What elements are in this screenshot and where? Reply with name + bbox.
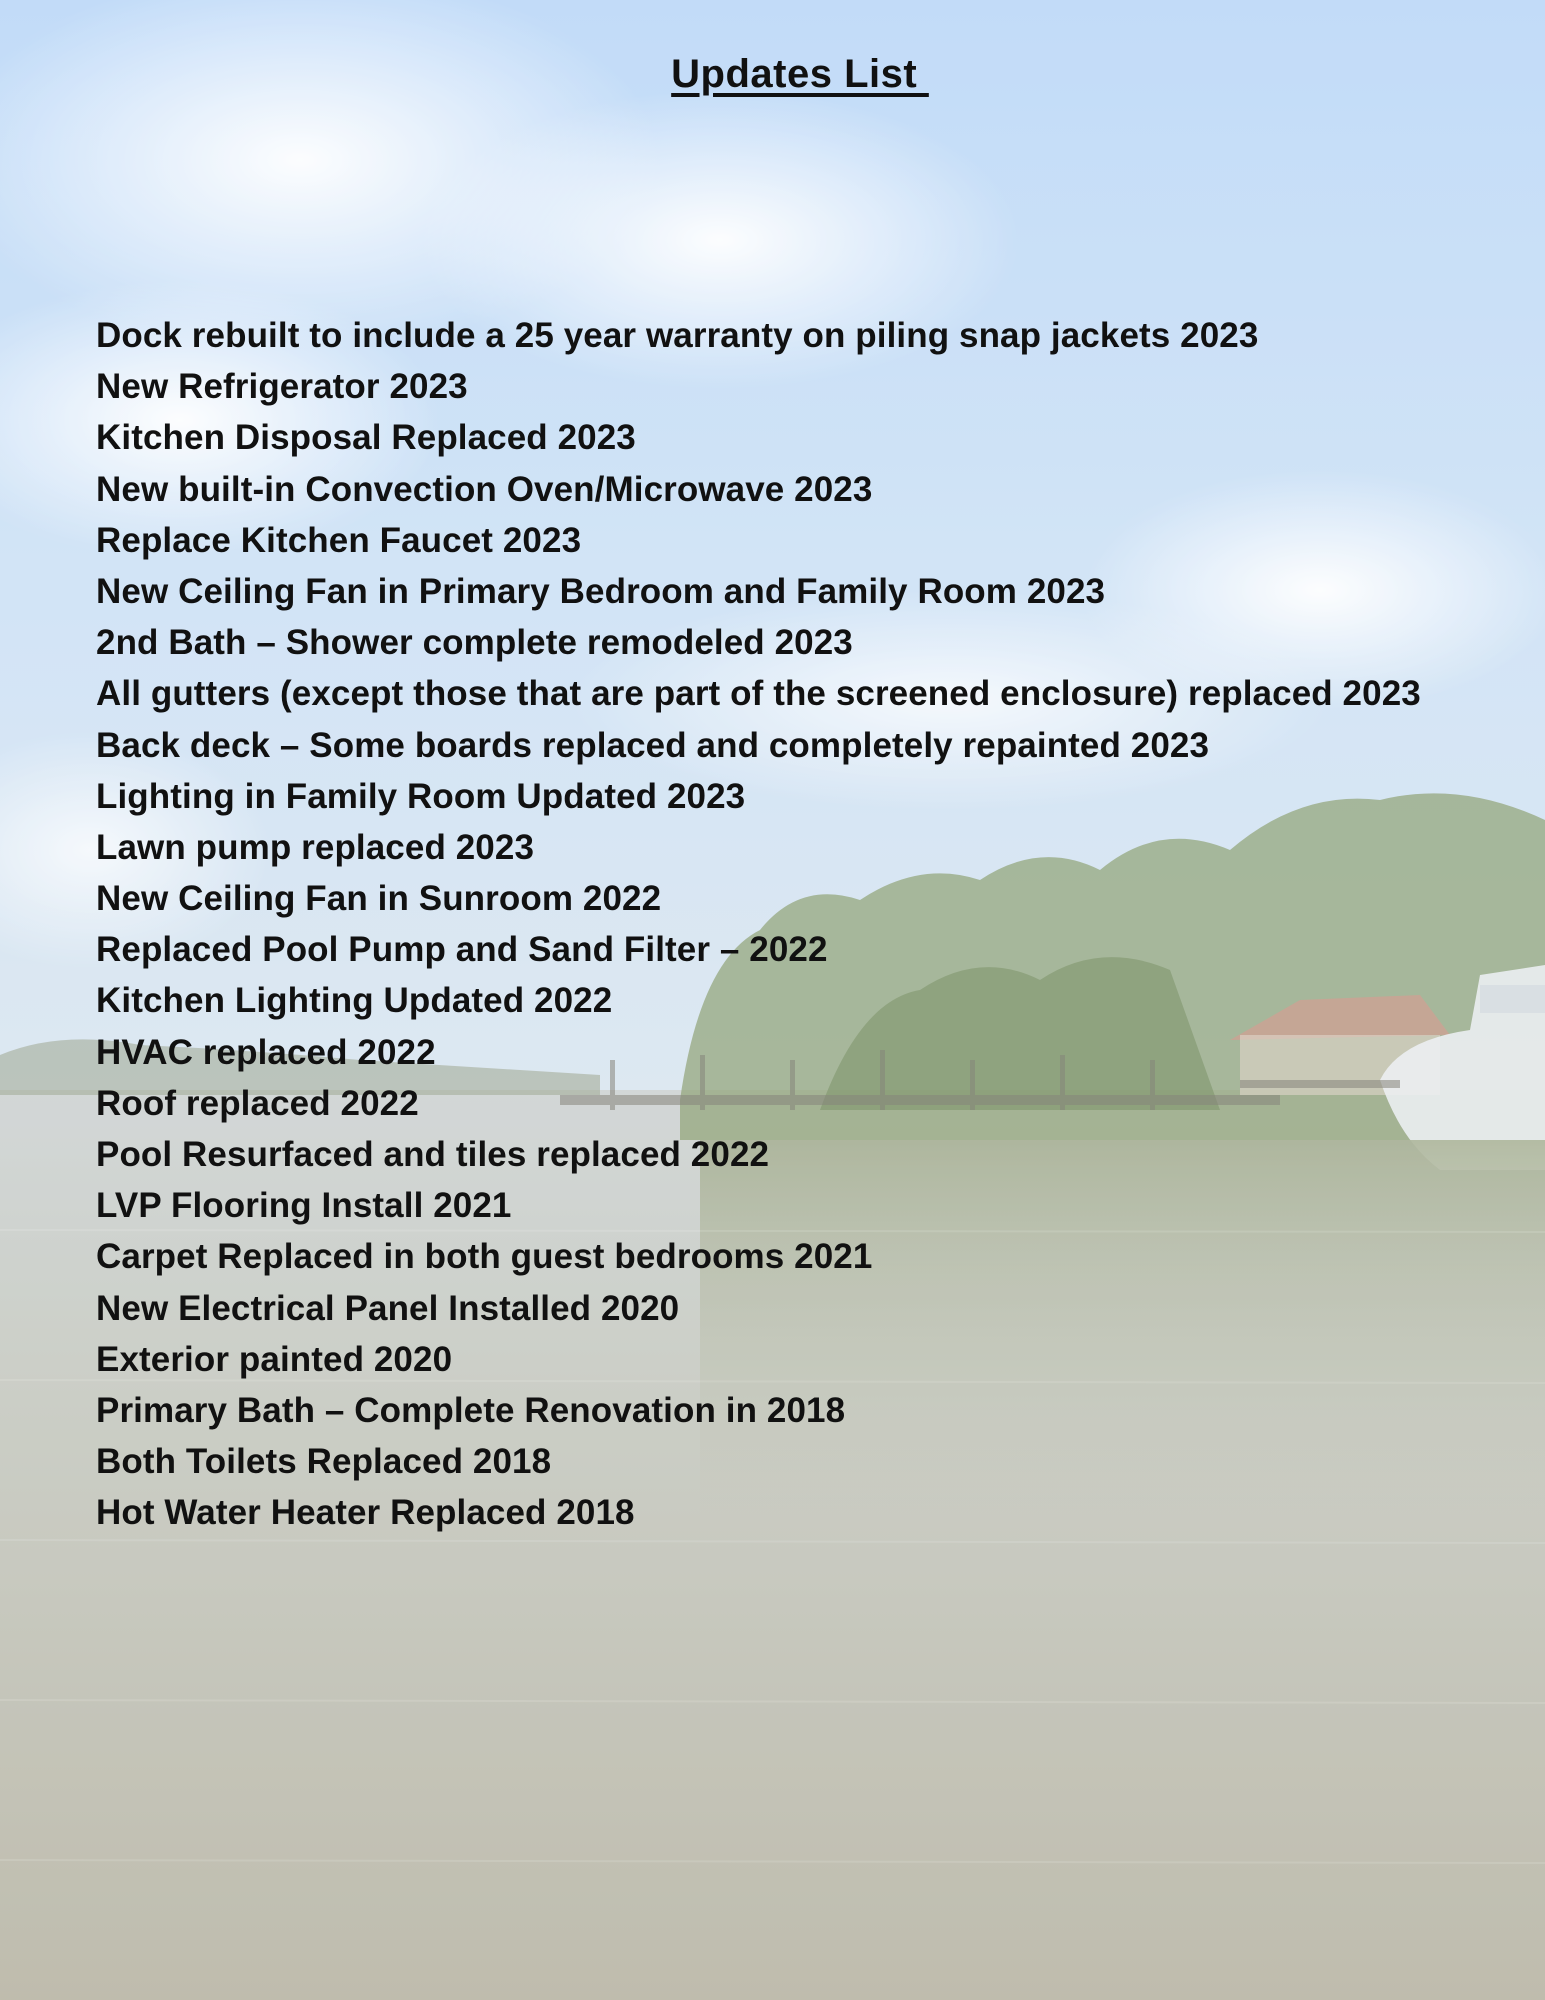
list-item: Lighting in Family Room Updated 2023 [96,776,746,816]
list-item: New Ceiling Fan in Primary Bedroom and Family Room 2023 [96,571,1106,611]
list-item: Dock rebuilt to include a 25 year warranty on piling snap jackets 2023 [96,316,1259,355]
list-item: Both Toilets Replaced 2018 [96,1442,552,1482]
list-item: Back deck – Some boards replaced and completely repainted 2023 [96,725,1210,765]
list-item: Kitchen Disposal Replaced 2023 [96,418,636,458]
list-item: Exterior painted 2020 [96,1339,453,1379]
page-title: Updates List [671,52,929,96]
list-item: New Refrigerator 2023 [96,367,468,407]
list-item: Roof replaced 2022 [96,1083,419,1123]
list-item: HVAC replaced 2022 [96,1032,436,1072]
list-item: 2nd Bath – Shower complete remodeled 2023 [96,623,853,663]
list-item: Replaced Pool Pump and Sand Filter – 2022 [96,930,828,970]
list-item: New built-in Convection Oven/Microwave 2023 [96,469,873,509]
updates-list [96,310,1421,1539]
list-item: Primary Bath – Complete Renovation in 2018 [96,1390,846,1430]
list-item: All gutters (except those that are part of the screened enclosure) replaced 2023 [96,674,1421,714]
list-item: Replace Kitchen Faucet 2023 [96,520,582,560]
list-item: New Electrical Panel Installed 2020 [96,1288,680,1328]
list-item: Carpet Replaced in both guest bedrooms 2021 [96,1237,873,1277]
list-item: Lawn pump replaced 2023 [96,827,535,867]
list-item: Hot Water Heater Replaced 2018 [96,1493,635,1533]
list-item: New Ceiling Fan in Sunroom 2022 [96,879,662,919]
list-item: LVP Flooring Install 2021 [96,1186,512,1226]
list-item: Pool Resurfaced and tiles replaced 2022 [96,1135,770,1174]
list-item: Kitchen Lighting Updated 2022 [96,981,613,1021]
